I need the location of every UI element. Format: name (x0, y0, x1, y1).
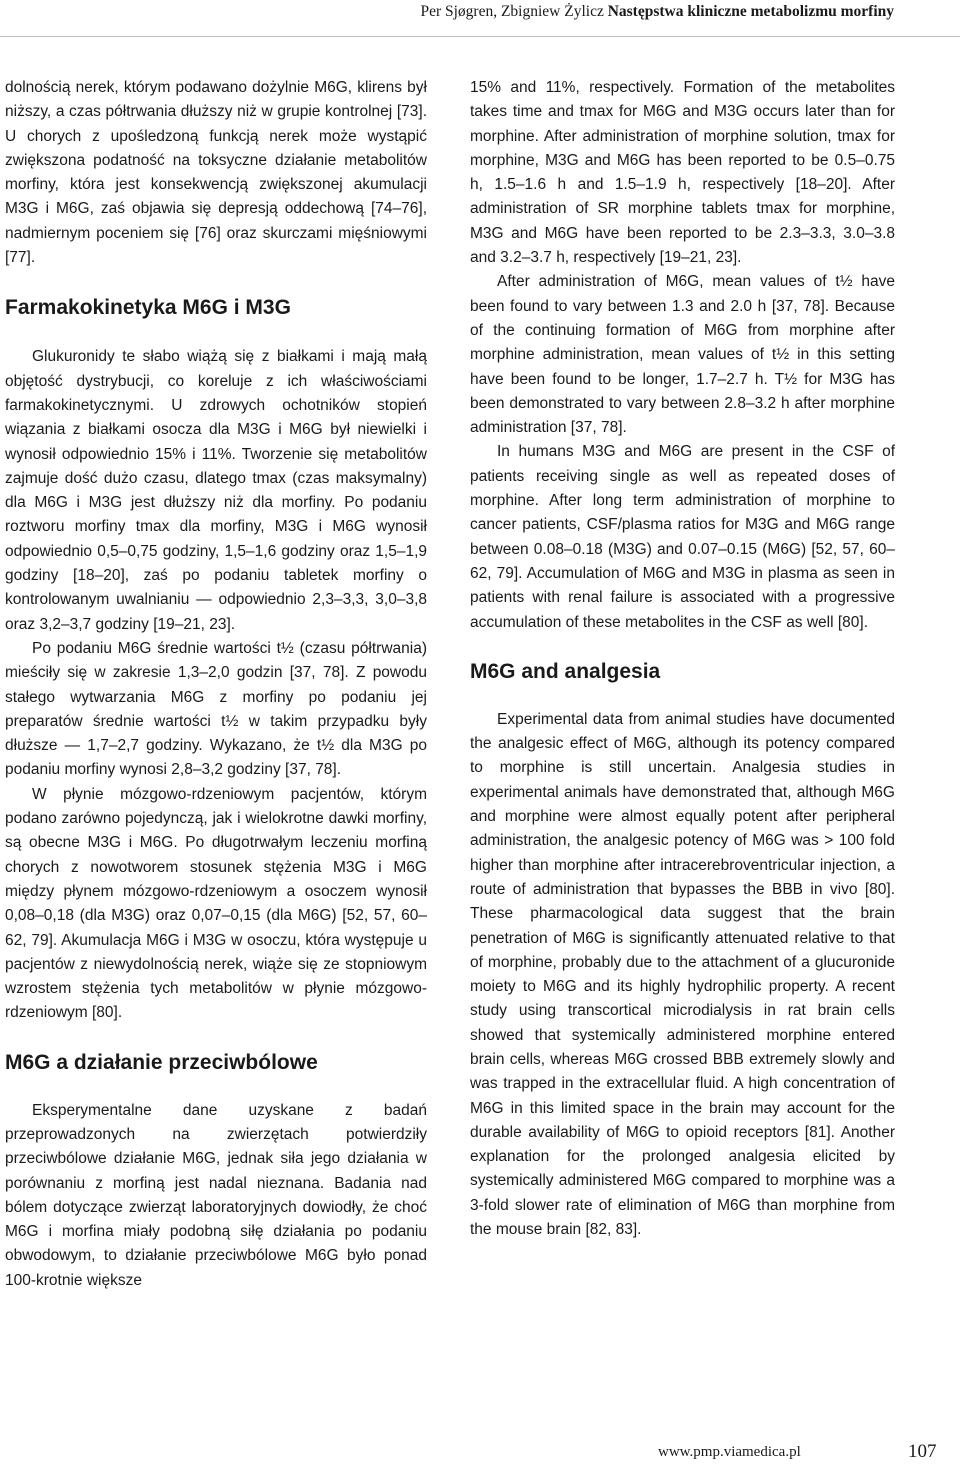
left-paragraph-5: Eksperymentalne dane uzyskane z badań przeprowadzonych na zwierzętach potwierdziły przeciwbólowe działanie M6G, jednak siła jego działania w porównaniu z morfiną jest nadal nieznana. Badania nad bólem dotyczące zwierząt laboratoryjnych dowiodły, że choć M6G i morfina miały podobną siłę działania po podaniu obwodowym, to działanie przeciwbólowe M6G było ponad 100-krotnie większe (5, 1101, 427, 1289)
left-paragraph-2: Glukuronidy te słabo wiążą się z białkami i mają małą objętość dystrybucji, co koreluje z ich właściwościami farmakokinetycznymi. U zdrowych ochotników stopień wiązania z białkami osocza dla M3G i M6G był niewielki i wynosił odpowiednio 15% i 11%. Tworzenie się metabolitów zajmuje dość dużo czasu, dlatego tmax (czas maksymalny) dla M6G i M3G jest dłuższy niż dla morfiny. Po podaniu roztworu morfiny tmax dla morfiny, M3G i M6G wynosił odpowiednio 0,5–0,75 godziny, 1,5–1,6 godziny oraz 1,5–1,9 godziny [18–20], zaś po podaniu tabletek morfiny o kontrolowanym uwalnianiu — odpowiednio 2,3–3,3, 3,0–3,8 oraz 3,2–3,7 godziny [19–21, 23]. (5, 348, 427, 633)
left-column (5, 76, 427, 1293)
right-paragraph-1: 15% and 11%, respectively. Formation of the metabolites takes time and tmax for M6G and M3G occurs later than for morphine. After administration of morphine solution, tmax for morphine, M3G and M6G has been reported to be 0.5–0.75 h, 1.5–1.6 h and 1.5–1.9 h, respectively [18–20]. After administration of SR morphine tablets tmax for morphine, M3G and M6G have been reported to be 2.3–3.3, 3.0–3.8 and 3.2–3.7 h, respectively [19–21, 23]. (470, 79, 895, 267)
right-paragraph-3: In humans M3G and M6G are present in the CSF of patients receiving single as well as repeated doses of morphine. After long term administration of morphine to cancer patients, CSF/plasma ratios for M3G and M6G range between 0.08–0.18 (M3G) and 0.07–0.15 (M6G) [52, 57, 60–62, 79]. Accumulation of M6G and M3G in plasma as seen in patients with renal failure is associated with a progressive accumulation of these metabolites in the CSF as well [80]. (470, 443, 895, 631)
left-paragraph-4: W płynie mózgowo-rdzeniowym pacjentów, którym podano zarówno pojedynczą, jak i wielokrotne dawki morfiny, są obecne M3G i M6G. Po długotrwałym leczeniu morfiną chorych z nowotworem stosunek stężenia M3G i M6G między płynem mózgowo-rdzeniowym a osoczem wynosił 0,08–0,18 (dla M3G) oraz 0,07–0,15 (dla M6G) [52, 57, 60–62, 79]. Akumulacja M6G i M3G w osoczu, która występuje u pacjentów z niewydolnością nerek, wiąże się ze stopniowym wzrostem stężenia tych metabolitów w płynie mózgowo-rdzeniowym [80]. (5, 785, 427, 1022)
section-heading-pharmacokinetics-pl: Farmakokinetyka M6G i M3G (5, 296, 291, 320)
right-paragraph-2: After administration of M6G, mean values of t½ have been found to vary between 1.3 and 2.0 h [37, 78]. Because of the continuing formation of M6G from morphine after morphine administration, mean values of t½ in this setting have been found to be longer, 1.7–2.7 h. T½ for M3G has been demonstrated to vary between 2.8–3.2 h after morphine administration [37, 78]. (470, 273, 895, 437)
right-column (470, 76, 895, 1242)
section-heading-analgesia-en: M6G and analgesia (470, 659, 661, 683)
left-paragraph-1: dolnością nerek, którym podawano dożylnie M6G, klirens był niższy, a czas półtrwania dłuższy niż w grupie kontrolnej [73]. U chorych z upośledzoną funkcją nerek może wystąpić zwiększona podatność na toksyczne działanie metabolitów morfiny, która jest konsekwencją zwiększonej akumulacji M3G i M6G, zaś objawia się depresją oddechową [74–76], nadmiernym poceniem się [76] oraz skurczami mięśniowymi [77]. (5, 79, 427, 267)
page-number: 107 (908, 1441, 937, 1462)
left-paragraph-3: Po podaniu M6G średnie wartości t½ (czasu półtrwania) mieściły się w zakresie 1,3–2,0 godzin [37, 78]. Z powodu stałego wytwarzania M6G z morfiny po podaniu jej preparatów średnie wartości t½ w takim przypadku były dłuższe — 1,7–2,7 godziny. Wykazano, że t½ dla M3G po podaniu morfiny wynosi 2,8–3,2 godziny [37, 78]. (5, 639, 427, 779)
right-paragraph-4: Experimental data from animal studies have documented the analgesic effect of M6G, although its potency compared to morphine is still uncertain. Analgesia studies in experimental animals have demonstrated that, although M6G and morphine were almost equally potent after peripheral administration, the analgesic potency of M6G was > 100 fold higher than morphine after intracerebroventricular injection, a route of administration that bypasses the BBB in vivo [80]. These pharmacological data suggest that the brain penetration of M6G is significantly attenuated relative to that of morphine, probably due to the attachment of a glucuronide moiety to M6G and its highly hydrophilic property. A recent study using transcortical microdialysis in rat brain cells showed that systemically administered morphine entered brain cells, whereas M6G crossed BBB extremely slowly and was trapped in the extracellular fluid. A high concentration of M6G in this limited space in the brain may account for the durable availability of M6G to opioid receptors [81]. Another explanation for the prolonged analgesia elicited by systemically administered M6G compared to morphine was a 3-fold slower rate of elimination of M6G than morphine from the mouse brain [82, 83]. (470, 710, 895, 1239)
section-heading-analgesia-pl: M6G a działanie przeciwbólowe (5, 1050, 318, 1074)
header-rule (0, 36, 960, 37)
header-authors: Per Sjøgren, Zbigniew Żylicz (420, 3, 604, 20)
footer-url: www.pmp.viamedica.pl (658, 1444, 801, 1460)
running-header (420, 3, 894, 21)
header-title: Następstwa kliniczne metabolizmu morfiny (607, 3, 894, 20)
